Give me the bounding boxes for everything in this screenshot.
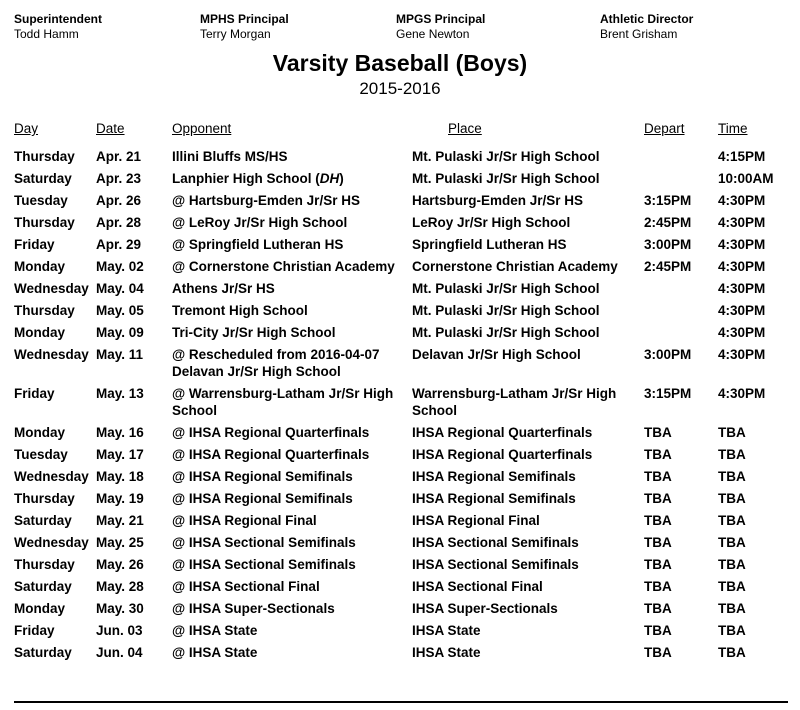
official-title: MPGS Principal	[396, 12, 486, 26]
cell-date: Apr. 28	[96, 214, 142, 230]
table-row	[14, 167, 786, 189]
schedule-table	[14, 121, 786, 663]
cell-day: Wednesday	[14, 468, 89, 484]
cell-place: IHSA State	[412, 644, 481, 660]
cell-depart: TBA	[644, 490, 672, 506]
cell-time: 4:30PM	[718, 192, 766, 208]
cell-opponent: @ Warrensburg-Latham Jr/Sr High School	[172, 385, 394, 418]
cell-place: Cornerstone Christian Academy	[412, 258, 618, 274]
cell-place: IHSA Sectional Final	[412, 578, 543, 594]
cell-opponent: Lanphier High School (DH)	[172, 170, 344, 186]
cell-day: Saturday	[14, 512, 72, 528]
cell-time: 4:30PM	[718, 324, 766, 340]
opponent-italic-note: DH	[319, 170, 340, 186]
official-title: Athletic Director	[600, 12, 694, 26]
cell-day: Saturday	[14, 578, 72, 594]
cell-opponent: @ IHSA State	[172, 644, 258, 660]
table-row	[14, 211, 786, 233]
table-row	[14, 421, 786, 443]
cell-time: 4:30PM	[718, 280, 766, 296]
cell-day: Thursday	[14, 214, 75, 230]
column-header-day	[14, 121, 96, 145]
cell-date: May. 25	[96, 534, 144, 550]
official-title: MPHS Principal	[200, 12, 289, 26]
cell-place: IHSA Sectional Semifinals	[412, 534, 579, 550]
cell-depart: TBA	[644, 512, 672, 528]
cell-depart	[644, 321, 718, 343]
cell-time: TBA	[718, 644, 746, 660]
cell-date: May. 16	[96, 424, 144, 440]
table-row	[14, 531, 786, 553]
table-row	[14, 641, 786, 663]
cell-place: Mt. Pulaski Jr/Sr High School	[412, 324, 600, 340]
cell-date: May. 09	[96, 324, 144, 340]
cell-time: TBA	[718, 468, 746, 484]
cell-opponent: Tri-City Jr/Sr High School	[172, 324, 336, 340]
cell-date: May. 05	[96, 302, 144, 318]
cell-place: IHSA Regional Final	[412, 512, 540, 528]
cell-time: 4:30PM	[718, 214, 766, 230]
cell-depart: TBA	[644, 622, 672, 638]
season-label: 2015-2016	[359, 79, 441, 98]
cell-day: Thursday	[14, 490, 75, 506]
cell-date: Apr. 23	[96, 170, 142, 186]
cell-depart	[644, 145, 718, 167]
cell-place: IHSA State	[412, 622, 481, 638]
cell-place: Hartsburg-Emden Jr/Sr HS	[412, 192, 584, 208]
cell-time: TBA	[718, 600, 746, 616]
table-header-row	[14, 121, 786, 145]
cell-depart	[644, 167, 718, 189]
bottom-rule	[14, 701, 788, 703]
table-row	[14, 487, 786, 509]
cell-depart: TBA	[644, 424, 672, 440]
cell-place: Mt. Pulaski Jr/Sr High School	[412, 302, 600, 318]
cell-depart: TBA	[644, 578, 672, 594]
cell-opponent: @ IHSA Regional Quarterfinals	[172, 424, 370, 440]
cell-depart	[644, 277, 718, 299]
column-header-label: Opponent	[172, 121, 232, 136]
table-row	[14, 509, 786, 531]
column-header-time	[718, 121, 786, 145]
cell-day: Saturday	[14, 644, 72, 660]
table-row	[14, 575, 786, 597]
cell-depart: TBA	[644, 600, 672, 616]
cell-depart: 2:45PM	[644, 258, 692, 274]
cell-opponent: Tremont High School	[172, 302, 308, 318]
cell-opponent: @ IHSA Regional Quarterfinals	[172, 446, 370, 462]
cell-day: Thursday	[14, 556, 75, 572]
cell-day: Friday	[14, 236, 55, 252]
cell-day: Monday	[14, 324, 66, 340]
table-row	[14, 619, 786, 641]
cell-opponent: Illini Bluffs MS/HS	[172, 148, 288, 164]
column-header-place	[412, 121, 644, 145]
cell-date: May. 04	[96, 280, 144, 296]
cell-opponent: @ IHSA State	[172, 622, 258, 638]
column-header-label: Time	[718, 121, 748, 136]
cell-opponent: @ IHSA Sectional Final	[172, 578, 320, 594]
cell-time: TBA	[718, 490, 746, 506]
cell-opponent: Athens Jr/Sr HS	[172, 280, 275, 296]
table-row	[14, 343, 786, 382]
table-row	[14, 553, 786, 575]
cell-depart: 2:45PM	[644, 214, 692, 230]
cell-opponent: @ Rescheduled from 2016-04-07 Delavan Jr/Sr High School	[172, 346, 380, 379]
cell-place: Warrensburg-Latham Jr/Sr High School	[412, 385, 617, 418]
cell-opponent: @ IHSA Regional Final	[172, 512, 317, 528]
official-superintendent	[14, 12, 200, 42]
official-name: Todd Hamm	[14, 27, 79, 41]
cell-place: IHSA Regional Semifinals	[412, 468, 576, 484]
column-header-opponent	[172, 121, 412, 145]
column-header-label: Place	[448, 121, 482, 136]
cell-place: IHSA Regional Quarterfinals	[412, 446, 593, 462]
cell-date: May. 19	[96, 490, 144, 506]
cell-time: 4:30PM	[718, 385, 766, 401]
cell-time: 10:00AM	[718, 170, 774, 186]
table-row	[14, 443, 786, 465]
cell-day: Wednesday	[14, 534, 89, 550]
column-header-depart	[644, 121, 718, 145]
cell-date: May. 18	[96, 468, 144, 484]
cell-depart	[644, 299, 718, 321]
cell-date: Apr. 21	[96, 148, 142, 164]
cell-date: Apr. 29	[96, 236, 142, 252]
cell-place: IHSA Regional Semifinals	[412, 490, 576, 506]
cell-opponent: @ Springfield Lutheran HS	[172, 236, 344, 252]
table-row	[14, 255, 786, 277]
cell-date: Jun. 04	[96, 644, 143, 660]
column-header-label: Date	[96, 121, 125, 136]
cell-date: Jun. 03	[96, 622, 143, 638]
cell-day: Tuesday	[14, 446, 68, 462]
cell-opponent: @ IHSA Sectional Semifinals	[172, 556, 356, 572]
cell-date: May. 11	[96, 346, 144, 362]
official-athletic-director	[600, 12, 786, 42]
column-header-label: Depart	[644, 121, 685, 136]
table-row	[14, 321, 786, 343]
cell-day: Thursday	[14, 148, 75, 164]
cell-opponent: @ LeRoy Jr/Sr High School	[172, 214, 348, 230]
cell-day: Friday	[14, 622, 55, 638]
cell-time: TBA	[718, 446, 746, 462]
cell-depart: TBA	[644, 556, 672, 572]
cell-place: Mt. Pulaski Jr/Sr High School	[412, 280, 600, 296]
cell-place: Delavan Jr/Sr High School	[412, 346, 581, 362]
official-name: Gene Newton	[396, 27, 470, 41]
cell-place: IHSA Super-Sectionals	[412, 600, 558, 616]
cell-depart: TBA	[644, 468, 672, 484]
cell-time: 4:30PM	[718, 236, 766, 252]
cell-time: 4:30PM	[718, 258, 766, 274]
cell-day: Monday	[14, 258, 66, 274]
cell-date: May. 21	[96, 512, 144, 528]
cell-opponent: @ Hartsburg-Emden Jr/Sr HS	[172, 192, 360, 208]
cell-depart: 3:00PM	[644, 346, 692, 362]
cell-day: Thursday	[14, 302, 75, 318]
cell-place: Springfield Lutheran HS	[412, 236, 567, 252]
table-row	[14, 145, 786, 167]
official-name: Terry Morgan	[200, 27, 271, 41]
table-row	[14, 465, 786, 487]
cell-day: Saturday	[14, 170, 72, 186]
official-name: Brent Grisham	[600, 27, 678, 41]
cell-depart: 3:00PM	[644, 236, 692, 252]
officials-header	[14, 12, 786, 42]
cell-depart: TBA	[644, 644, 672, 660]
cell-opponent: @ IHSA Regional Semifinals	[172, 490, 353, 506]
cell-opponent: @ Cornerstone Christian Academy	[172, 258, 395, 274]
cell-day: Wednesday	[14, 346, 89, 362]
cell-time: TBA	[718, 424, 746, 440]
cell-date: May. 13	[96, 385, 144, 401]
cell-place: IHSA Regional Quarterfinals	[412, 424, 593, 440]
cell-time: TBA	[718, 512, 746, 528]
official-mpgs-principal	[396, 12, 600, 42]
schedule-body	[14, 145, 786, 663]
cell-time: 4:30PM	[718, 346, 766, 362]
cell-day: Monday	[14, 424, 66, 440]
cell-time: TBA	[718, 556, 746, 572]
table-row	[14, 299, 786, 321]
cell-day: Tuesday	[14, 192, 68, 208]
official-mphs-principal	[200, 12, 396, 42]
official-title: Superintendent	[14, 12, 103, 26]
cell-place: LeRoy Jr/Sr High School	[412, 214, 571, 230]
table-row	[14, 189, 786, 211]
cell-place: IHSA Sectional Semifinals	[412, 556, 579, 572]
cell-date: May. 30	[96, 600, 144, 616]
column-header-date	[96, 121, 172, 145]
cell-opponent: @ IHSA Super-Sectionals	[172, 600, 335, 616]
cell-date: May. 28	[96, 578, 144, 594]
cell-date: Apr. 26	[96, 192, 142, 208]
cell-depart: TBA	[644, 534, 672, 550]
table-row	[14, 382, 786, 421]
cell-depart: TBA	[644, 446, 672, 462]
cell-day: Friday	[14, 385, 55, 401]
cell-place: Mt. Pulaski Jr/Sr High School	[412, 148, 600, 164]
cell-day: Wednesday	[14, 280, 89, 296]
cell-depart: 3:15PM	[644, 192, 692, 208]
cell-date: May. 17	[96, 446, 144, 462]
cell-time: TBA	[718, 578, 746, 594]
table-row	[14, 277, 786, 299]
cell-date: May. 26	[96, 556, 144, 572]
cell-opponent: @ IHSA Regional Semifinals	[172, 468, 353, 484]
cell-time: 4:15PM	[718, 148, 766, 164]
cell-opponent: @ IHSA Sectional Semifinals	[172, 534, 356, 550]
cell-day: Monday	[14, 600, 66, 616]
table-row	[14, 233, 786, 255]
column-header-label: Day	[14, 121, 39, 136]
page-title: Varsity Baseball (Boys)	[272, 50, 528, 76]
table-row	[14, 597, 786, 619]
cell-time: TBA	[718, 534, 746, 550]
cell-date: May. 02	[96, 258, 144, 274]
cell-time: TBA	[718, 622, 746, 638]
cell-depart: 3:15PM	[644, 385, 692, 401]
cell-place: Mt. Pulaski Jr/Sr High School	[412, 170, 600, 186]
cell-time: 4:30PM	[718, 302, 766, 318]
